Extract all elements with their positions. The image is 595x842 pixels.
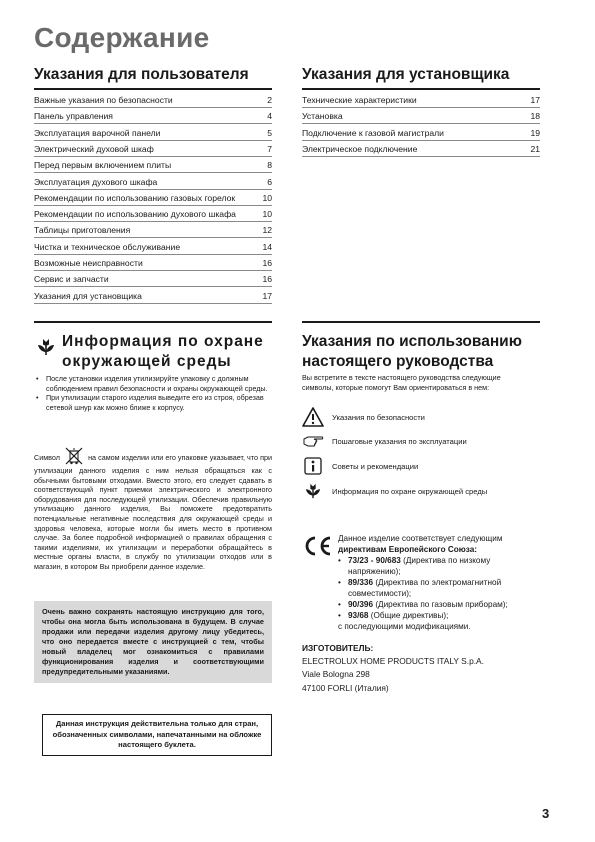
info-icon	[302, 456, 324, 476]
ce-intro: Данное изделие соответствует следующим	[338, 534, 503, 543]
user-section-heading: Указания для пользователя	[34, 66, 249, 83]
toc-entry-label: Указания для установщика	[34, 290, 142, 301]
toc-entry-label: Рекомендации по использованию духового шкафа	[34, 209, 236, 220]
symbol-row-tips	[302, 456, 418, 476]
toc-entry-label: Возможные неисправности	[34, 258, 143, 268]
pointing-hand-icon	[302, 431, 324, 451]
toc-entry-page: 18	[530, 111, 540, 122]
symbol-word: Символ	[34, 453, 60, 462]
toc-entry	[302, 108, 540, 124]
symbol-text-steps: Пошаговые указания по эксплуатации	[332, 436, 467, 446]
toc-entry-label: Подключение к газовой магистрали	[302, 127, 444, 138]
toc-entry-page: 5	[267, 127, 272, 138]
toc-entry	[34, 141, 272, 157]
toc-entry-page: 16	[262, 258, 272, 268]
flower-icon	[36, 338, 56, 356]
toc-entry	[34, 206, 272, 222]
ce-tail: с последующими модификациями.	[338, 622, 471, 631]
installer-section-rule	[302, 88, 540, 90]
symbol-row-safety	[302, 407, 425, 427]
toc-entry	[34, 190, 272, 206]
toc-entry-label: Эксплуатация духового шкафа	[34, 176, 158, 187]
toc-entry	[302, 92, 540, 108]
manufacturer-block	[302, 642, 542, 695]
keep-instructions-box: Очень важно сохранять настоящую инструкцию для того, чтобы она могла быть использована в будущем. В случае продажи или передачи изделия другому лицу убедитесь, что оно передается вместе с инструкцией с тем, чтобы новый владелец мог ознакомиться с правилами функционирования изделия и соответствующими предупредительными указаниями.	[34, 601, 272, 683]
manufacturer-line: ELECTROLUX HOME PRODUCTS ITALY S.p.A.	[302, 656, 484, 667]
toc-entry-page: 2	[267, 95, 272, 105]
toc-entry	[302, 125, 540, 141]
toc-entry-page: 19	[530, 127, 540, 138]
toc-entry-label: Таблицы приготовления	[34, 225, 131, 236]
toc-entry-page: 10	[262, 192, 272, 203]
directive-item: • 89/336 (Директива по электромагнитной совместимости);	[338, 577, 544, 599]
symbol-text-env: Информация по охране окружающей среды	[332, 486, 488, 496]
symbol-text-safety: Указания по безопасности	[332, 412, 425, 422]
env-bullet-2: • При утилизации старого изделия выведите его из строя, обрезав сетевой шнур как можно ближе к корпусу.	[36, 393, 272, 412]
toc-entry	[34, 125, 272, 141]
guide-heading-line2: настоящего руководства	[302, 353, 494, 370]
env-section-rule	[34, 321, 272, 323]
toc-entry	[34, 92, 272, 108]
directive-item: • 90/396 (Директива по газовым приборам);	[338, 599, 544, 610]
toc-entry-label: Перед первым включением плиты	[34, 160, 172, 171]
toc-entry-label: Сервис и запчасти	[34, 274, 109, 285]
toc-entry-label: Технические характеристики	[302, 95, 417, 105]
validity-note-box: Данная инструкция действительна только для стран, обозначенных символами, напечатанными на обложке настоящего буклета.	[42, 714, 272, 756]
toc-entry-label: Установка	[302, 111, 343, 122]
toc-entry	[34, 222, 272, 238]
manufacturer-line: 47100 FORLI (Италия)	[302, 682, 389, 693]
toc-entry	[34, 157, 272, 173]
toc-entry-page: 16	[262, 274, 272, 285]
installer-section-heading: Указания для установщика	[302, 66, 510, 83]
env-bullets	[36, 374, 272, 412]
directive-item: • 73/23 - 90/683 (Директива по низкому напряжению);	[338, 555, 544, 577]
toc-entry-page: 8	[267, 160, 272, 171]
toc-entry-page: 14	[262, 241, 272, 252]
toc-entry-page: 17	[262, 290, 272, 301]
toc-entry	[302, 141, 540, 157]
toc-entry	[34, 108, 272, 124]
toc-entry-label: Электрический духовой шкаф	[34, 143, 154, 154]
toc-entry-page: 10	[262, 209, 272, 220]
user-section-rule	[34, 88, 272, 90]
toc-entry	[34, 239, 272, 255]
toc-entry	[34, 288, 272, 304]
symbol-row-steps	[302, 431, 467, 451]
crossed-bin-icon	[64, 446, 84, 466]
toc-entry-label: Важные указания по безопасности	[34, 95, 173, 105]
toc-entry-label: Чистка и техническое обслуживание	[34, 241, 181, 252]
manufacturer-line: Viale Bologna 298	[302, 669, 370, 680]
flower-icon	[302, 481, 324, 501]
symbol-row-env	[302, 481, 487, 501]
symbol-text-tips: Советы и рекомендации	[332, 461, 419, 471]
toc-entry-page: 12	[262, 225, 272, 236]
page-title: Содержание	[34, 22, 210, 53]
directive-item: • 93/68 (Общие директивы);	[338, 610, 544, 621]
toc-entry-page: 6	[267, 176, 272, 187]
env-heading-line1: Информация по охране	[62, 333, 264, 350]
guide-heading-line1: Указания по использованию	[302, 333, 522, 350]
toc-entry	[34, 174, 272, 190]
toc-entry-page: 21	[530, 143, 540, 154]
toc-entry-page: 17	[530, 95, 540, 105]
toc-entry	[34, 255, 272, 271]
toc-entry-label: Рекомендации по использованию газовых горелок	[34, 192, 236, 203]
disposal-paragraph	[34, 446, 272, 572]
toc-entry-page: 4	[267, 111, 272, 122]
directive-list	[338, 555, 544, 621]
toc-entry-label: Электрическое подключение	[302, 143, 418, 154]
symbol-text: на самом изделии или его упаковке указывает, что при утилизации данного изделия с ним нельзя обращаться как с обычными бытовыми отходами. Вместо этого, его следует сдавать в соответствующий пункт приемки электрического и электронного оборудования для последующей утилизации. Обеспечив правильную утилизацию данного изделия, Вы поможете предотвратить потенциальные негативные последствия для окружающей среды и здоровья человека, которые могли бы иметь место в противном случае. За более подробной информацией о правилах обращения с такими изделиями, их утилизации и переработки обращайтесь в местные органы власти, в службу по утилизации отходов или в магазин, в котором Вы приобрели данное изделие.	[34, 453, 272, 571]
ce-block	[338, 533, 544, 632]
toc-entry-label: Эксплуатация варочной панели	[34, 127, 161, 138]
toc-entry-label: Панель управления	[34, 111, 113, 122]
toc-entry-page: 7	[267, 143, 272, 154]
ce-mark-icon	[302, 535, 332, 557]
guide-section-rule	[302, 321, 540, 323]
warning-triangle-icon	[302, 407, 324, 427]
env-heading-line2: окружающей среды	[62, 353, 232, 370]
manufacturer-label: ИЗГОТОВИТЕЛЬ:	[302, 643, 374, 653]
env-bullet-1: • После установки изделия утилизируйте упаковку с должным соблюдением правил безопасности и охраны окружающей среды.	[36, 374, 272, 393]
toc-entry	[34, 271, 272, 287]
guide-intro: Вы встретите в тексте настоящего руководства следующие символы, которые помогут Вам ориентироваться в нем:	[302, 373, 501, 392]
page-number: 3	[542, 806, 550, 821]
ce-directives-label: директивам Европейского Союза:	[338, 545, 478, 554]
